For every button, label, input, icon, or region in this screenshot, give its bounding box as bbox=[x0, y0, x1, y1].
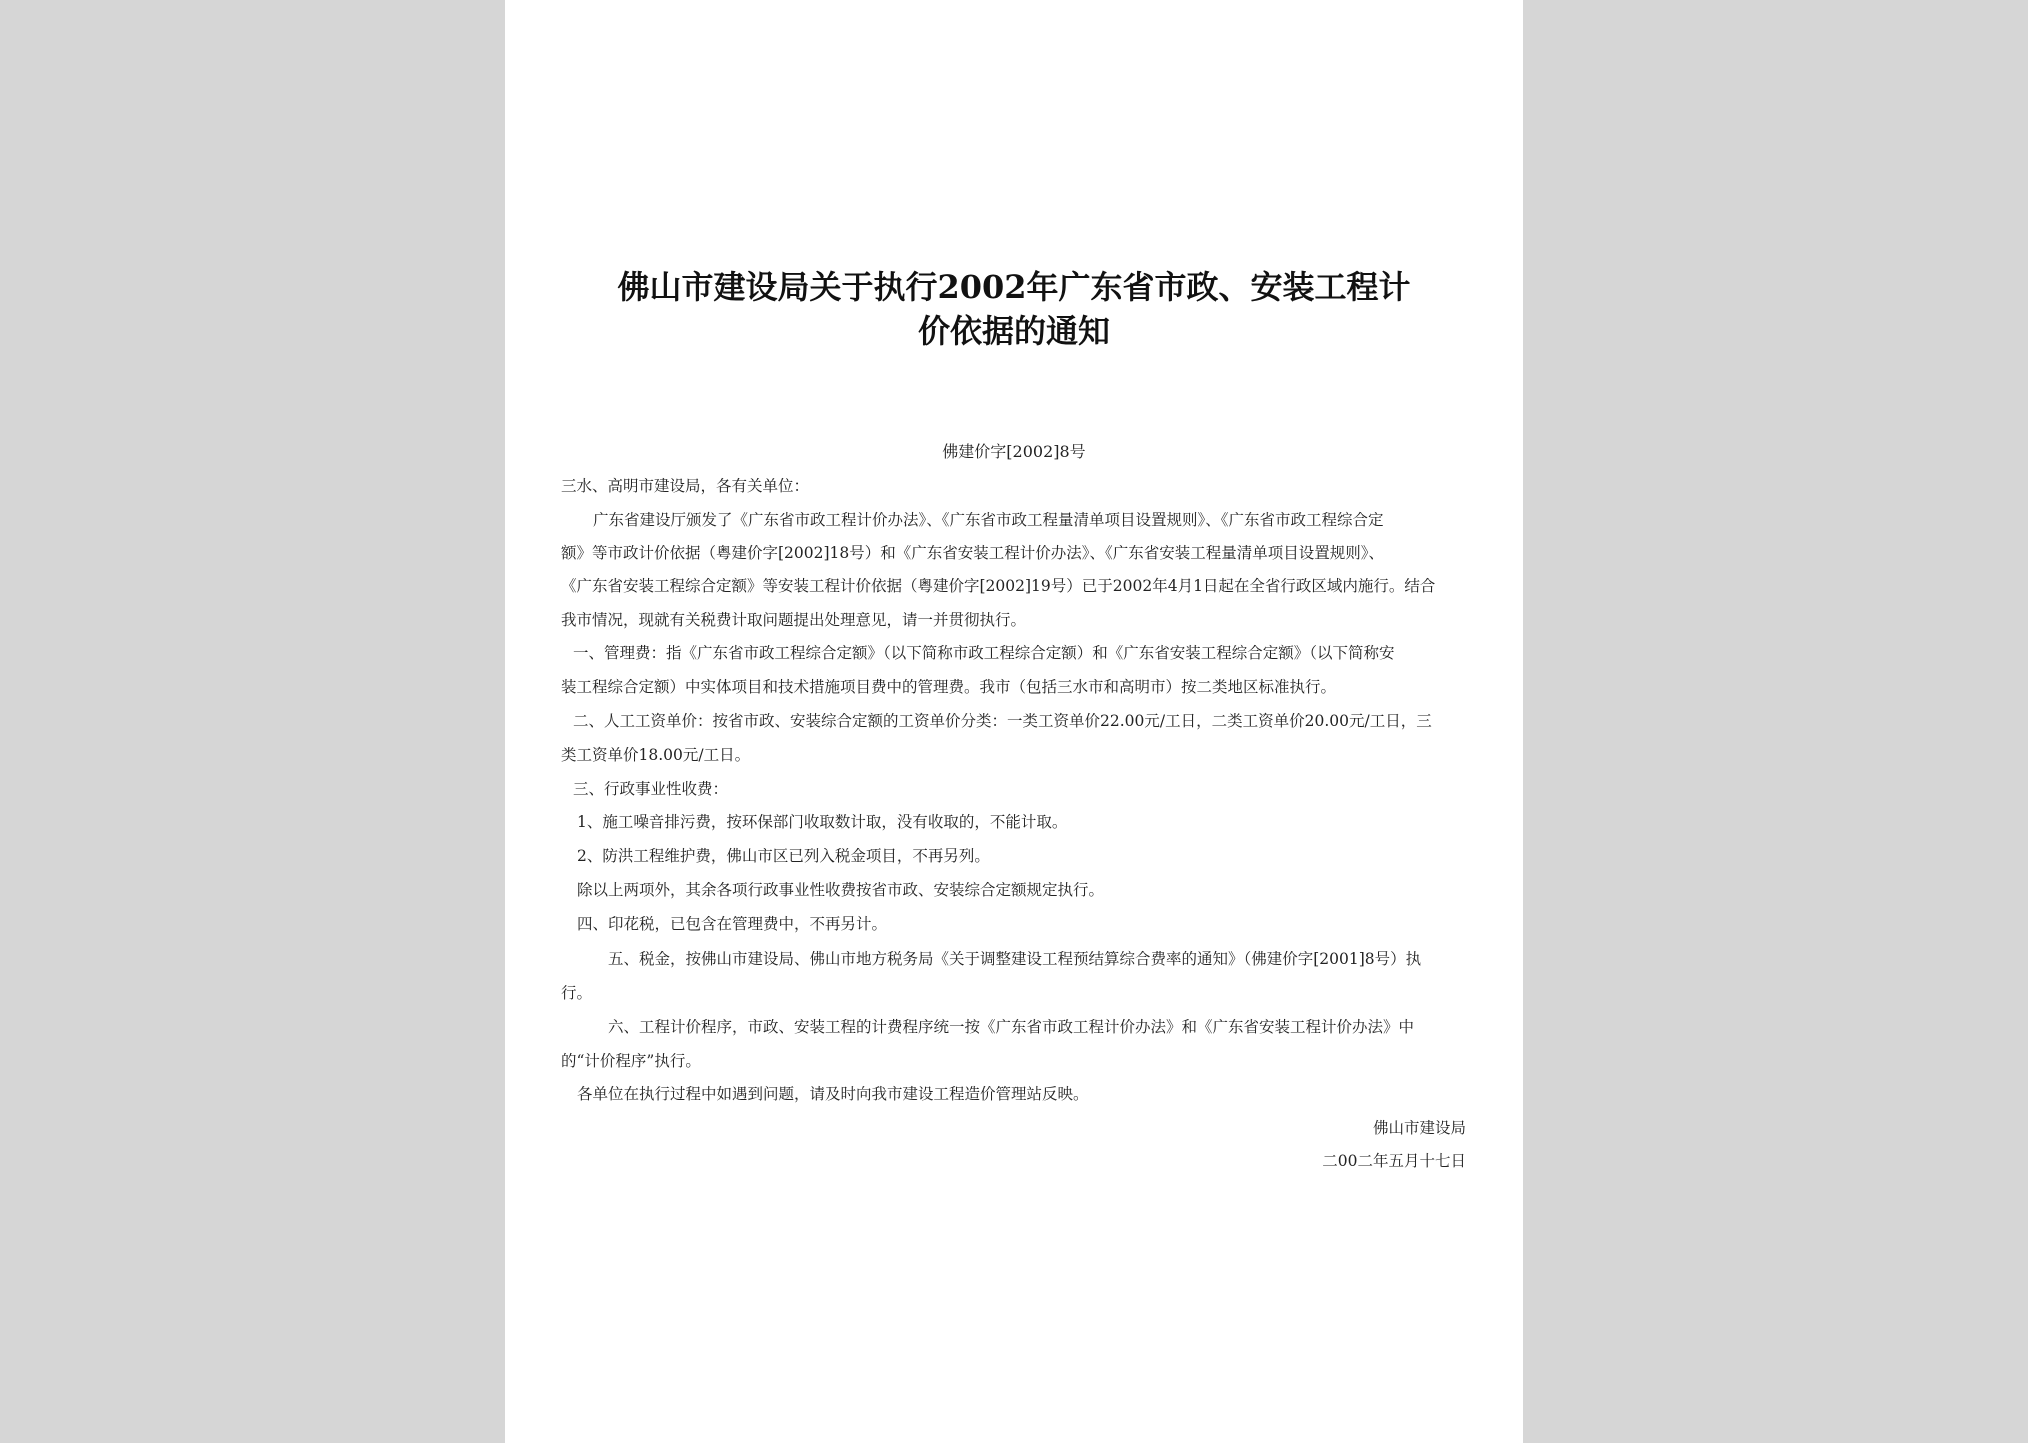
body-line: 六、工程计价程序，市政、安装工程的计费程序统一按《广东省市政工程计价办法》和《广东省安装工程计价办法》中 bbox=[608, 1018, 1415, 1036]
body-line: 广东省建设厅颁发了《广东省市政工程计价办法》、《广东省市政工程量清单项目设置规则》、《广东省市政工程综合定 bbox=[593, 511, 1384, 529]
document-title-line-1: 佛山市建设局关于执行2002年广东省市政、安装工程计 bbox=[617, 268, 1411, 306]
body-line: 1、施工噪音排污费，按环保部门收取数计取，没有收取的，不能计取。 bbox=[577, 813, 1068, 831]
body-line: 的“计价程序”执行。 bbox=[561, 1052, 701, 1070]
body-line: 各单位在执行过程中如遇到问题，请及时向我市建设工程造价管理站反映。 bbox=[577, 1085, 1089, 1103]
signature: 佛山市建设局 bbox=[1372, 1119, 1466, 1137]
document-date: 二00二年五月十七日 bbox=[1322, 1152, 1466, 1170]
body-line: 我市情况，现就有关税费计取问题提出处理意见，请一并贯彻执行。 bbox=[561, 611, 1027, 629]
body-line: 一、管理费：指《广东省市政工程综合定额》（以下简称市政工程综合定额）和《广东省安装工程综合定额》（以下简称安 bbox=[573, 644, 1395, 662]
body-line: 三、行政事业性收费： bbox=[573, 780, 729, 798]
document-number: 佛建价字[2002]8号 bbox=[942, 442, 1086, 461]
body-line: 除以上两项外，其余各项行政事业性收费按省市政、安装综合定额规定执行。 bbox=[577, 881, 1105, 899]
body-line: 四、印花税，已包含在管理费中，不再另计。 bbox=[577, 915, 888, 933]
document-page bbox=[505, 0, 1523, 1443]
body-line: 五、税金，按佛山市建设局、佛山市地方税务局《关于调整建设工程预结算综合费率的通知》（佛建价字[2001]8号）执 bbox=[608, 950, 1422, 968]
body-line: 2、防洪工程维护费，佛山市区已列入税金项目，不再另列。 bbox=[577, 847, 990, 865]
body-line: 装工程综合定额）中实体项目和技术措施项目费中的管理费。我市（包括三水市和高明市）按二类地区标准执行。 bbox=[561, 678, 1337, 696]
body-line: 二、人工工资单价：按省市政、安装综合定额的工资单价分类：一类工资单价22.00元/工日，二类工资单价20.00元/工日，三 bbox=[573, 712, 1432, 730]
body-line: 类工资单价18.00元/工日。 bbox=[561, 746, 751, 764]
body-line: 《广东省安装工程综合定额》等安装工程计价依据（粤建价字[2002]19号）已于2002年4月1日起在全省行政区域内施行。结合 bbox=[561, 577, 1436, 595]
salutation: 三水、高明市建设局，各有关单位： bbox=[561, 477, 810, 495]
body-line: 额》等市政计价依据（粤建价字[2002]18号）和《广东省安装工程计价办法》、《广东省安装工程量清单项目设置规则》、 bbox=[561, 544, 1385, 562]
body-line: 行。 bbox=[561, 984, 593, 1002]
document-title-line-2: 价依据的通知 bbox=[917, 312, 1110, 350]
